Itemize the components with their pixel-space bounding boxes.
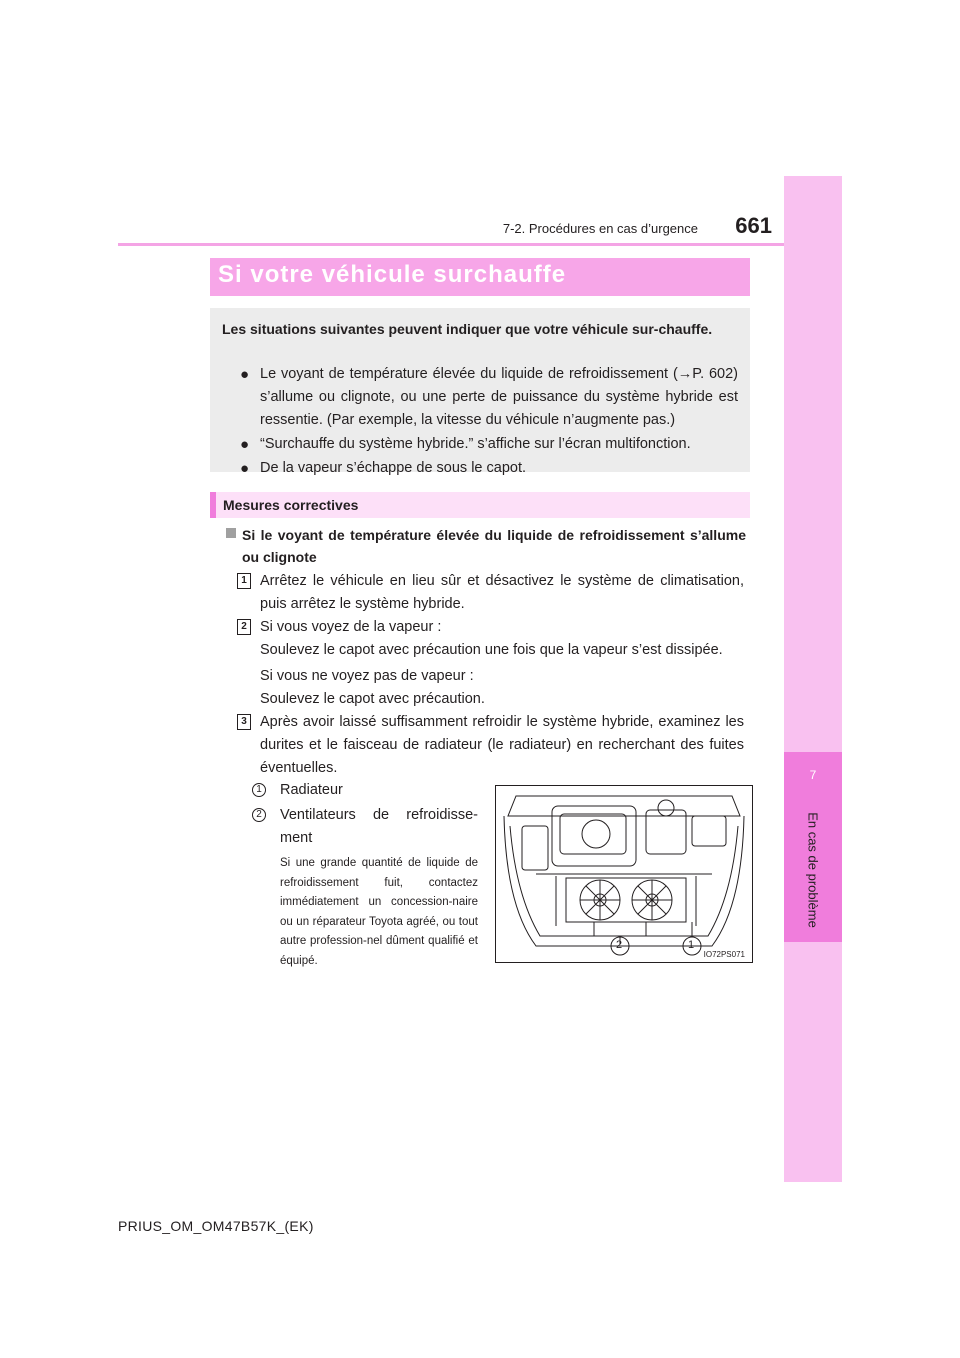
bullet-icon: ● [240,436,250,453]
step-1-text: Arrêtez le véhicule en lieu sûr et désactivez le système de climatisation, puis arrêtez le système hybride. [260,573,744,612]
symptom-text: De la vapeur s’échappe de sous le capot. [260,460,527,476]
page-title: Si votre véhicule surchauffe [218,261,567,288]
leak-note: Si une grande quantité de liquide de refroidissement fuit, contactez immédiatement un concession-naire ou un réparateur Toyota agréé, ou tout autre profession-nel dûment qualifié et équipé. [280,857,478,967]
bullet-icon: ● [240,460,250,477]
step-badge-2: 2 [237,619,251,635]
square-bullet-icon [226,528,236,538]
chapter-number: 7 [809,768,817,782]
symptom-text: “Surchauffe du système hybride.” s’affiche sur l’écran multifonction. [260,436,691,452]
figure-callout-1: 1 [688,939,695,951]
item-label-radiator: Radiateur [280,782,343,798]
step-3-text: Après avoir laissé suffisamment refroidir le système hybride, examinez les durites et le faisceau de radiateur (le radiateur) en recherchant des fuites éventuelles. [260,714,744,776]
item-number-1: 1 [252,783,266,797]
bullet-icon: ● [240,366,250,383]
step-badge-1: 1 [237,573,251,589]
section-label: 7-2. Procédures en cas d’urgence [502,221,698,236]
condition-text: Si le voyant de température élevée du liquide de refroidissement s’allume ou clignote [242,527,746,565]
chapter-side-tab [784,176,842,1182]
page-number: 661 [735,213,772,238]
item-number-2: 2 [252,808,266,822]
item-label-fans: Ventilateurs de refroidisse-ment [280,807,478,846]
subheading: Mesures correctives [223,497,359,513]
engine-bay-drawing [496,786,752,962]
step-2-line-4: Soulevez le capot avec précaution. [260,691,485,707]
step-badge-3: 3 [237,714,251,730]
header-rule [118,243,784,246]
symptom-text: Le voyant de température élevée du liquide de refroidissement (→P. 602) s’allume ou clignote, ou une perte de puissance du système hybride est ressentie. (Par exemple, la vitesse du véhicule n’augmente pas.) [260,366,738,428]
step-2-line-3: Si vous ne voyez pas de vapeur : [260,668,474,684]
step-2-line-2: Soulevez le capot avec précaution une fois que la vapeur s’est dissipée. [260,642,723,658]
subheading-accent [210,492,216,518]
footer-doc-id: PRIUS_OM_OM47B57K_(EK) [118,1218,314,1234]
chapter-title: En cas de problème [805,812,821,928]
step-2-line-1: Si vous voyez de la vapeur : [260,619,442,635]
figure-callout-2: 2 [616,939,623,951]
figure-id: IO72PS071 [703,950,745,959]
engine-bay-illustration [495,785,753,963]
symptoms-intro: Les situations suivantes peuvent indiquer que votre véhicule sur-chauffe. [222,321,713,337]
